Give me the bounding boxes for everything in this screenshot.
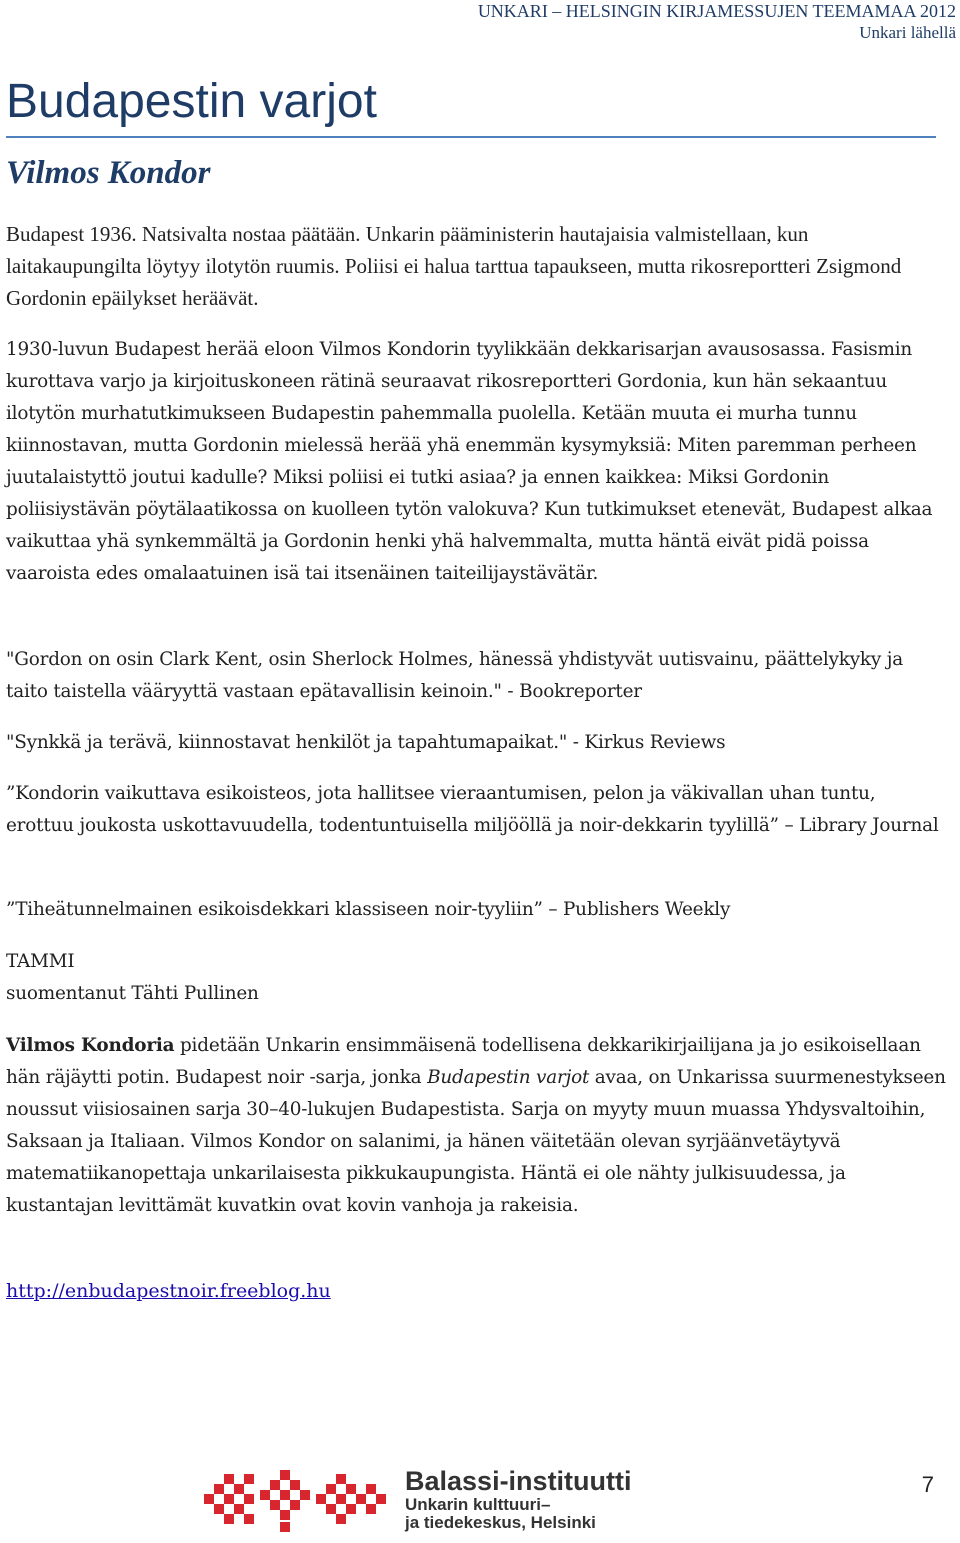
author-bio-text-b: avaa, on Unkarissa suurmenestykseen noussut viisiosainen sarja 30–40-lukujen Budapestista. Sarja on myyty muun muassa Yhdysvaltoihin, Saksaan ja Italiaan. Vilmos Kondor on salanimi, ja hänen väitetään olevan syrjäänvetäytyvä matematiikanopettaja unkarilaisesta pikkukaupungista. Häntä ei ole nähty julkisuudessa, ja kustantajan levittämät kuvatkin ovat kovin vanhoja ja rakeisia.: [6, 1067, 946, 1216]
book-title: Budapestin varjot: [6, 75, 377, 128]
author-bio-paragraph: [6, 1030, 946, 1222]
book-author: Vilmos Kondor: [6, 155, 211, 191]
header-theme-line: UNKARI – HELSINGIN KIRJAMESSUJEN TEEMAMAA 2012: [477, 1, 956, 21]
hungarian-embroidery-pattern-icon: [200, 1466, 390, 1536]
review-quote-kirkus: "Synkkä ja terävä, kiinnostavat henkilöt ja tapahtumapaikat." - Kirkus Reviews: [6, 732, 726, 753]
author-bio-book-title: Budapestin varjot: [427, 1067, 590, 1088]
header-subtitle: Unkari lähellä: [859, 23, 956, 42]
author-bio-name: Vilmos Kondoria: [6, 1035, 175, 1056]
author-bio-text-a: pidetään Unkarin ensimmäisenä todellisena dekkarikirjailijana ja jo esikoisellaan hän räjäytti potin. Budapest noir -sarja, jonka: [6, 1035, 921, 1088]
review-quote-library-journal: ”Kondorin vaikuttava esikoisteos, jota hallitsee vieraantumisen, pelon ja väkivallan uhan tuntu, erottuu joukosta uskottavuudella, todentuntuisella miljööllä ja noir-dekkarin tyylillä” – Library Journal: [6, 783, 939, 836]
intro-paragraph: Budapest 1936. Natsivalta nostaa päätään. Unkarin pääministerin hautajaisia valmistellaan, kun laitakaupungilta löytyy ilotytön ruumis. Poliisi ei halua tarttua tapaukseen, mutta rikosreportteri Zsigmond Gordonin epäilykset heräävät.: [6, 222, 902, 310]
translator-credit: suomentanut Tähti Pullinen: [6, 983, 259, 1004]
logo-institute-name: Balassi-instituutti: [405, 1466, 632, 1496]
review-quote-publishers-weekly: ”Tiheätunnelmainen esikoisdekkari klassiseen noir-tyyliin” – Publishers Weekly: [6, 899, 731, 920]
logo-subtitle-line1: Unkarin kulttuuri–: [405, 1495, 551, 1514]
page-number: 7: [921, 1472, 934, 1497]
publisher-info: [6, 946, 946, 1010]
publisher-name: TAMMI: [6, 951, 75, 972]
blog-link[interactable]: http://enbudapestnoir.freeblog.hu: [6, 1280, 331, 1302]
review-quote-bookreporter: "Gordon on osin Clark Kent, osin Sherlock Holmes, hänessä yhdistyvät uutisvainu, päättelykyky ja taito taistella vääryyttä vastaan epätavallisin keinoin." - Bookreporter: [6, 649, 903, 702]
title-underline-divider: [6, 136, 936, 138]
page-header: [478, 0, 956, 44]
description-paragraph: 1930-luvun Budapest herää eloon Vilmos Kondorin tyylikkään dekkarisarjan avausosassa. Fasismin kurottava varjo ja kirjoituskoneen rätinä seuraavat rikosreportteri Gordonia, kun hän sekaantuu ilotytön murhatutkimukseen Budapestin pahemmalla puolella. Ketään muuta ei murha tunnu kiinnostavan, mutta Gordonin mielessä herää yhä enemmän kysymyksiä: Miten paremman perheen juutalaistyttö joutui kadulle? Miksi poliisi ei tutki asiaa? ja ennen kaikkea: Miksi Gordonin poliisiystävän pöytälaatikossa on kuolleen tytön valokuva? Kun tutkimukset etenevät, Budapest alkaa vaikuttaa yhä synkemmältä ja Gordonin henki yhä halvemmalta, mutta häntä eivät pidä poissa vaaroista edes omalaatuinen isä tai itsenäinen taiteilijaystävätär.: [6, 339, 933, 584]
balassi-institute-logo: [200, 1466, 640, 1536]
logo-subtitle-line2: ja tiedekeskus, Helsinki: [405, 1513, 596, 1532]
